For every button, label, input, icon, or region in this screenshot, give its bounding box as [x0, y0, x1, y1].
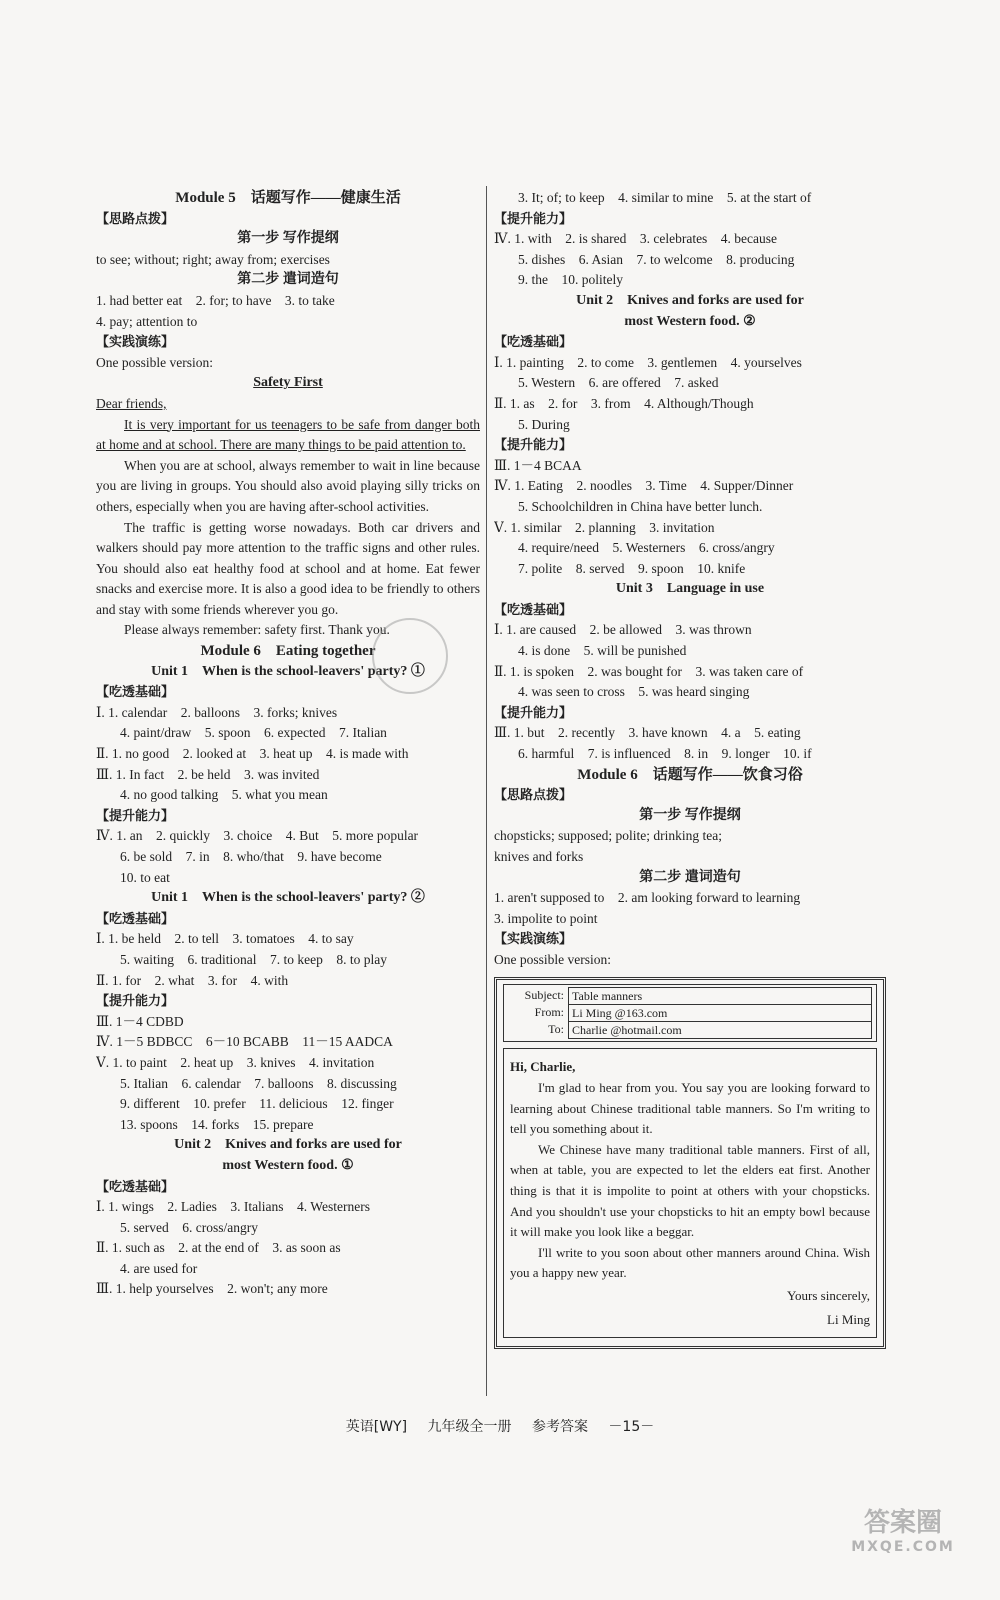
footer-section: 参考答案 [531, 1419, 588, 1435]
unit-heading: Unit 2 Knives and forks are used for [576, 292, 804, 308]
unit-heading: Unit 1 When is the school-leavers' party? ② [151, 890, 425, 906]
answer-line: Ⅱ. 1. for 2. what 3. for 4. with [96, 972, 289, 988]
answer-line: Ⅴ. 1. to paint 2. heat up 3. knives 4. invitation [96, 1054, 375, 1070]
answer-line: 4. require/need 5. Westerners 6. cross/angry [518, 540, 775, 556]
essay-paragraph: The traffic is getting worse nowadays. Both car drivers and walkers should pay more attention to the traffic signs and other rules. You should also eat healthy food at school and at home. Eat fewer snacks and exercise more. It is also a good idea to be friendly to others and stay with some friends wherever you go. [96, 519, 480, 617]
section-tag: 【吃透基础】 [494, 601, 573, 617]
answer-line: 3. impolite to point [494, 910, 598, 926]
answer-line: Ⅱ. 1. is spoken 2. was bought for 3. was taken care of [494, 663, 804, 679]
section-tag: 【吃透基础】 [96, 1178, 175, 1194]
email-paragraph: We Chinese have many traditional table manners. First of all, when at table, you are expected to let the elders eat first. Another thing is that it is impolite to point at others with your chopsticks. And you shouldn't use your chopsticks to hit an empty bowl because it will make you look like a beggar. [510, 1141, 870, 1240]
answer-line: Ⅳ. 1. with 2. is shared 3. celebrates 4. because [494, 231, 778, 247]
answer-line: Ⅱ. 1. such as 2. at the end of 3. as soon as [96, 1240, 341, 1256]
answer-line: 5. waiting 6. traditional 7. to keep 8. to play [120, 951, 387, 967]
section-tag: 【实践演练】 [494, 931, 573, 947]
email-subject-value: Table manners [568, 987, 872, 1004]
answer-line: Ⅰ. 1. painting 2. to come 3. gentlemen 4. yourselves [494, 354, 802, 370]
step-heading: 第二步 遣词造句 [639, 869, 741, 885]
essay-greeting: Dear friends, [96, 395, 167, 411]
email-to-row [508, 1021, 872, 1039]
email-to-label: To: [548, 1021, 564, 1036]
answer-line: 1. had better eat 2. for; to have 3. to take [96, 292, 335, 308]
section-tag: 【思路点拨】 [494, 787, 573, 803]
answer-line: Ⅲ. 1－4 CDBD [96, 1013, 184, 1029]
answer-line: 9. different 10. prefer 11. delicious 12. finger [120, 1096, 394, 1112]
step-heading: 第二步 遣词造句 [237, 272, 339, 288]
answer-line: 9. the 10. politely [518, 272, 623, 288]
module6-writing-title: Module 6 话题写作——饮食习俗 [577, 766, 803, 783]
section-tag: 【思路点拨】 [96, 210, 175, 226]
answer-line: 13. spoons 14. forks 15. prepare [120, 1116, 314, 1132]
left-column [96, 188, 480, 1300]
watermark-logo [828, 1502, 978, 1582]
answer-line: Ⅳ. 1－5 BDBCC 6－10 BCABB 11－15 AADCA [96, 1034, 393, 1050]
answer-line: 5. Italian 6. calendar 7. balloons 8. discussing [120, 1075, 397, 1091]
answer-line: 5. served 6. cross/angry [120, 1219, 258, 1235]
answer-line: 7. polite 8. served 9. spoon 10. knife [518, 560, 746, 576]
watermark-url: MXQE.COM [851, 1539, 955, 1555]
essay-paragraph: When you are at school, always remember to wait in line because you are living in groups. You should also avoid playing silly tricks on others, especially when you are having after-school activities. [96, 457, 480, 514]
email-closing: Yours sincerely, [786, 1288, 870, 1303]
answer-line: Ⅲ. 1. In fact 2. be held 3. was invited [96, 766, 320, 782]
answer-line: 10. to eat [120, 869, 170, 885]
email-from-label: From: [534, 1004, 564, 1019]
answer-line: chopsticks; supposed; polite; drinking tea; [494, 828, 722, 844]
section-tag: 【提升能力】 [96, 993, 175, 1009]
section-tag: 【提升能力】 [96, 807, 175, 823]
section-tag: 【吃透基础】 [96, 684, 175, 700]
answer-line: 4. is done 5. will be punished [518, 643, 687, 659]
section-tag: 【提升能力】 [494, 437, 573, 453]
section-tag: 【吃透基础】 [494, 334, 573, 350]
answer-line: Ⅰ. 1. wings 2. Ladies 3. Italians 4. Westerners [96, 1199, 370, 1215]
email-subject-row [508, 987, 872, 1004]
section-tag: 【提升能力】 [494, 704, 573, 720]
email-body [503, 1048, 877, 1338]
unit-heading: Unit 2 Knives and forks are used for [174, 1137, 402, 1153]
answer-line: 4. no good talking 5. what you mean [120, 787, 328, 803]
answer-line: Ⅰ. 1. are caused 2. be allowed 3. was thrown [494, 622, 752, 638]
module6-title: Module 6 Eating together [200, 643, 376, 660]
section-tag: 【提升能力】 [494, 210, 573, 226]
essay-paragraph: It is very important for us teenagers to be safe from danger both at home and at school. There are many things to be paid attention to. [96, 416, 480, 453]
answer-line: 5. During [518, 416, 570, 432]
email-header [503, 984, 877, 1042]
stamp-icon [372, 618, 448, 694]
answer-line: 5. dishes 6. Asian 7. to welcome 8. producing [518, 251, 795, 267]
answer-line: 3. It; of; to keep 4. similar to mine 5. at the start of [518, 190, 812, 205]
essay-title: Safety First [253, 375, 323, 391]
email-greeting: Hi, Charlie, [510, 1058, 576, 1074]
email-signature: Li Ming [827, 1311, 870, 1327]
email-paragraph: I'm glad to hear from you. You say you are looking forward to learning about Chinese traditional table manners. So I'm writing to tell you something about it. [510, 1080, 870, 1137]
version-label: One possible version: [494, 951, 611, 967]
email-paragraph: I'll write to you soon about other manners around China. Wish you a happy new year. [510, 1244, 870, 1281]
answer-line: Ⅳ. 1. an 2. quickly 3. choice 4. But 5. more popular [96, 828, 419, 844]
answer-line: Ⅱ. 1. as 2. for 3. from 4. Although/Though [494, 395, 754, 411]
email-from-value: Li Ming @163.com [568, 1004, 872, 1021]
section-tag: 【实践演练】 [96, 334, 175, 350]
email-subject-label: Subject: [524, 987, 564, 1002]
answer-line: Ⅰ. 1. calendar 2. balloons 3. forks; knives [96, 704, 338, 720]
column-divider [486, 186, 487, 1396]
email-sample [494, 977, 886, 1349]
answer-line: Ⅲ. 1. but 2. recently 3. have known 4. a 5. eating [494, 725, 801, 741]
unit-heading: Unit 3 Language in use [615, 581, 765, 597]
answer-line: 1. aren't supposed to 2. am looking forward to learning [494, 890, 801, 906]
email-to-value: Charlie @hotmail.com [568, 1021, 872, 1039]
essay-paragraph: Please always remember: safety first. Thank you. [124, 622, 390, 638]
unit-heading: most Western food. ① [222, 1157, 354, 1173]
page-number: －15－ [608, 1419, 655, 1435]
answer-line: Ⅴ. 1. similar 2. planning 3. invitation [494, 519, 715, 535]
unit-heading: most Western food. ② [624, 313, 756, 329]
footer-subject: 英语[WY] [345, 1419, 408, 1435]
answer-line: to see; without; right; away from; exercises [96, 251, 330, 267]
answer-line: 4. was seen to cross 5. was heard singing [518, 684, 750, 700]
answer-line: knives and forks [494, 849, 584, 864]
watermark-text: 答案圈 [863, 1508, 942, 1538]
answer-line: Ⅲ. 1－4 BCAA [494, 457, 582, 473]
answer-line: 6. harmful 7. is influenced 8. in 9. longer 10. if [518, 746, 812, 762]
answer-line: 4. are used for [120, 1260, 198, 1276]
answer-line: 6. be sold 7. in 8. who/that 9. have become [120, 849, 382, 864]
answer-line: 4. pay; attention to [96, 313, 198, 329]
unit-heading: Unit 1 When is the school-leavers' party? ① [151, 663, 425, 679]
page-footer [0, 1416, 1000, 1436]
section-tag: 【吃透基础】 [96, 910, 175, 926]
answer-line: Ⅲ. 1. help yourselves 2. won't; any more [96, 1281, 328, 1297]
answer-line: 5. Schoolchildren in China have better lunch. [518, 498, 763, 514]
module5-title: Module 5 话题写作——健康生活 [175, 190, 401, 206]
email-from-row [508, 1004, 872, 1021]
step-heading: 第一步 写作提纲 [237, 231, 339, 247]
right-column [494, 188, 886, 1349]
answer-line: 4. paint/draw 5. spoon 6. expected 7. Italian [120, 725, 387, 741]
answer-line: Ⅳ. 1. Eating 2. noodles 3. Time 4. Supper/Dinner [494, 478, 794, 494]
answer-line: 5. Western 6. are offered 7. asked [518, 375, 719, 391]
version-label: One possible version: [96, 354, 213, 370]
answer-line: Ⅰ. 1. be held 2. to tell 3. tomatoes 4. to say [96, 931, 354, 947]
footer-grade: 九年级全一册 [427, 1419, 512, 1435]
answer-line: Ⅱ. 1. no good 2. looked at 3. heat up 4. is made with [96, 746, 409, 762]
step-heading: 第一步 写作提纲 [639, 807, 741, 823]
